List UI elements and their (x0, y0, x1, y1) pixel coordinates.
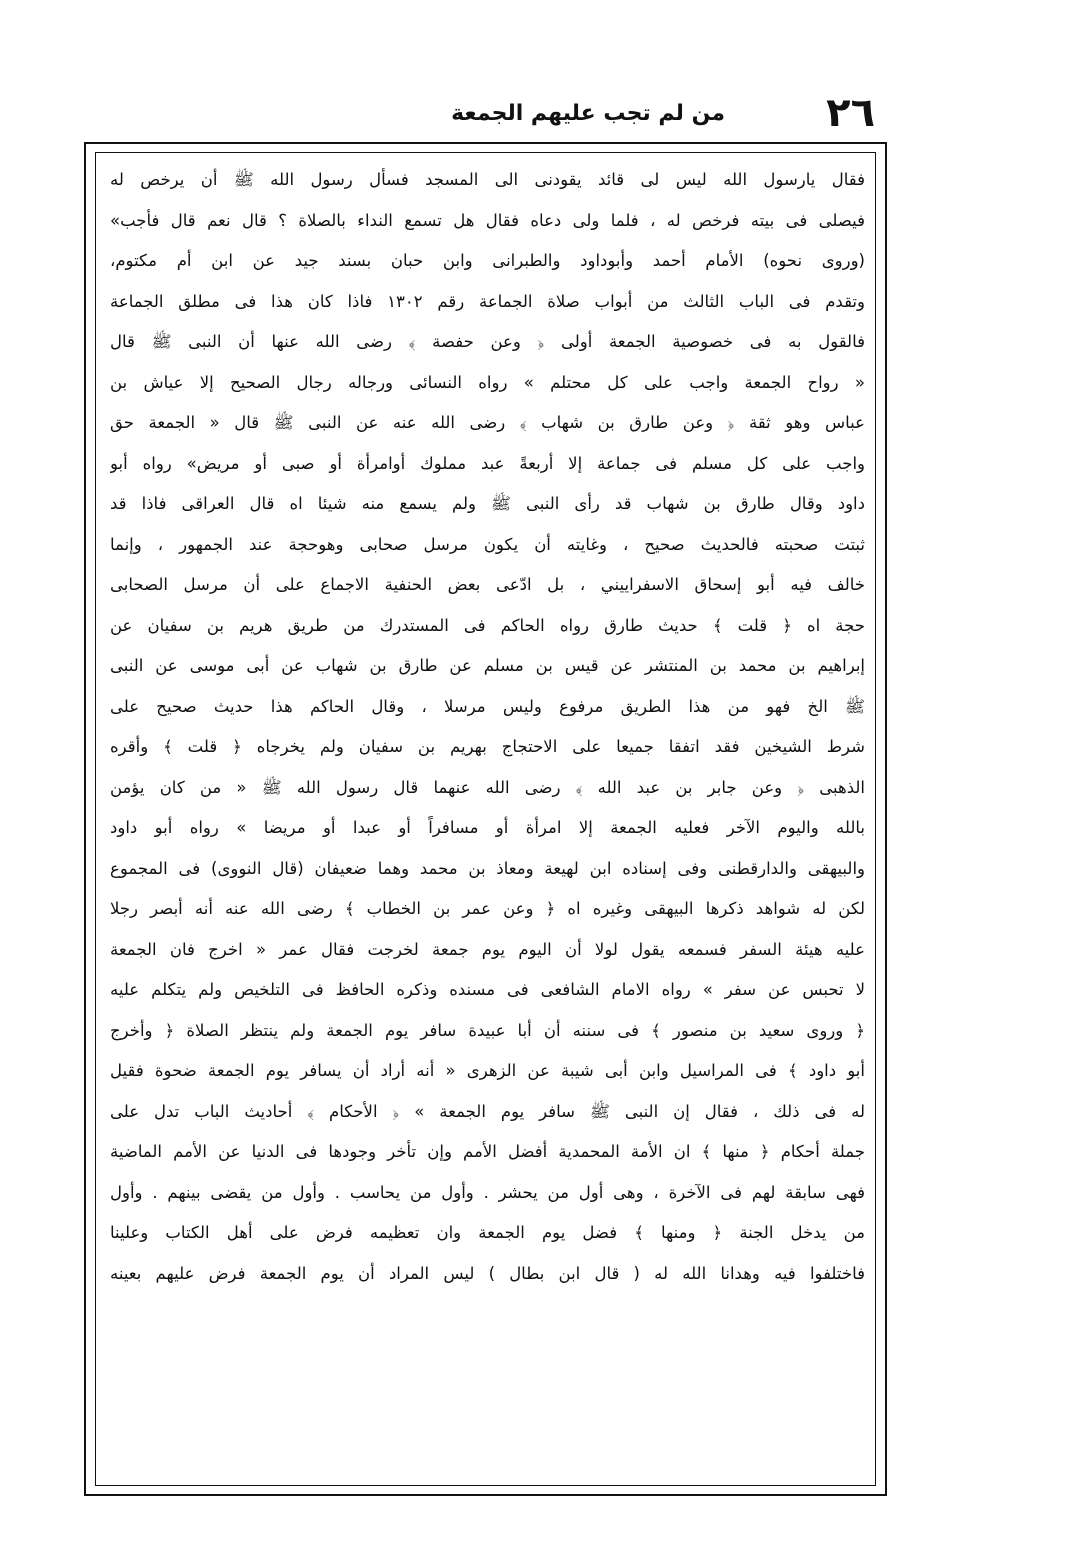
running-title: من لم تجب عليهم الجمعة (451, 101, 725, 126)
text-line: واجب على كل مسلم فى جماعة إلا أربعةً عبد مملوك أوامرأة أو صبى أو مريض» رواه أبو (110, 453, 865, 473)
text-line: ثبتت صحبته فالحديث صحيح ، وغايته أن يكون مرسل صحابى وهوحجة عند الجمهور ، وإنما (110, 534, 865, 554)
text-line: له فى ذلك ، فقال إن النبى ﷺ سافر يوم الجمعة » ﴿ الأحكام ﴾ أحاديث الباب تدل على (110, 1101, 865, 1121)
text-line: خالف فيه أبو إسحاق الاسفراييني ، بل ادّعى بعض الحنفية الاجماع على أن مرسل الصحابى (110, 575, 865, 594)
body-text (110, 160, 865, 1480)
text-line: (وروى نحوه) الأمام أحمد وأبوداود والطبرانى وابن حبان بسند جيد عن ابن أم مكتوم، (110, 251, 865, 270)
text-line: بالله واليوم الآخر فعليه الجمعة إلا امرأة أو مسافراً أو عبدا أو مريضا » رواه أبو داود (110, 818, 865, 837)
text-line: والبيهقى والدارقطنى وفى إسناده ابن لهيعة ومعاذ بن محمد وهما ضعيفان (قال النووى) فى المجموع (110, 858, 865, 878)
text-line: ﷺ الخ فهو من هذا الطريق مرفوع وليس مرسلا ، وقال الحاكم هذا حديث صحيح على (110, 696, 865, 716)
text-line: « رواح الجمعة واجب على كل محتلم » رواه النسائى ورجاله رجال الصحيح إلا عياش بن (110, 372, 865, 392)
text-line: وتقدم فى الباب الثالث من أبواب صلاة الجماعة رقم ١٣٠٢ فاذا كان هذا فى مطلق الجماعة (110, 291, 865, 311)
text-line: داود وقال طارق بن شهاب قد رأى النبى ﷺ ولم يسمع منه شيئا اه قال العراقى فاذا قد (110, 494, 865, 513)
page-header (330, 88, 875, 138)
text-line: لكن له شواهد ذكرها البيهقى وغيره اه ﴿ وعن عمر بن الخطاب ﴾ رضى الله عنه أنه أبصر رجلا (110, 899, 865, 918)
text-line: فقال يارسول الله ليس لى قائد يقودنى الى المسجد فسأل رسول الله ﷺ أن يرخص له (110, 170, 865, 189)
text-line: فالقول به فى خصوصية الجمعة أولى ﴿ وعن حفصة ﴾ رضى الله عنها أن النبى ﷺ قال (110, 332, 865, 351)
text-line: إبراهيم بن محمد بن المنتشر عن قيس بن مسلم عن طارق بن شهاب عن أبى موسى عن النبى (110, 656, 865, 675)
text-line: ﴿ وروى سعيد بن منصور ﴾ فى سننه أن أبا عبيدة سافر يوم الجمعة ولم ينتظر الصلاة ﴿ وأخرج (110, 1020, 865, 1040)
text-line: عليه هيئة السفر فسمعه يقول لولا أن اليوم يوم جمعة لخرجت فقال عمر « اخرج فان الجمعة (110, 939, 865, 959)
text-line: حجة اه ﴿ قلت ﴾ حديث طارق رواه الحاكم فى المستدرك من طريق هريم بن سفيان عن (110, 615, 865, 635)
text-line: من يدخل الجنة ﴿ ومنها ﴾ فضل يوم الجمعة وان تعظيمه فرض على أهل الكتاب وعلينا (110, 1223, 865, 1242)
text-line: لا تحبس عن سفر » رواه الامام الشافعى فى مسنده وذكره الحافظ فى التلخيص ولم يتكلم عليه (110, 980, 865, 999)
text-line: شرط الشيخين فقد اتفقا جميعا على الاحتجاج بهريم بن سفيان ولم يخرجاه ﴿ قلت ﴾ وأقره (110, 737, 865, 756)
text-line: أبو داود ﴾ فى المراسيل وابن أبى شيبة عن الزهرى « أنه أراد أن يسافر يوم الجمعة ضحوة فقيل (110, 1061, 865, 1080)
text-line: عباس وهو ثقة ﴿ وعن طارق بن شهاب ﴾ رضى الله عنه عن النبى ﷺ قال « الجمعة حق (110, 413, 865, 432)
text-line: فهى سابقة لهم فى الآخرة ، وهى أول من يحشر . وأول من يحاسب . وأول من يقضى بينهم . وأول (110, 1182, 865, 1202)
text-line: فاختلفوا فيه وهدانا الله له ( قال ابن بطال ) ليس المراد أن يوم الجمعة فرض عليهم بعينه (110, 1263, 865, 1283)
text-line: الذهبى ﴿ وعن جابر بن عبد الله ﴾ رضى الله عنهما قال رسول الله ﷺ « من كان يؤمن (110, 777, 865, 797)
text-line: جملة أحكام ﴿ منها ﴾ ان الأمة المحمدية أفضل الأمم وإن تأخر وجودها فى الدنيا عن الأمم الماضية (110, 1142, 865, 1161)
text-line: فيصلى فى بيته فرخص له ، فلما ولى دعاه فقال هل تسمع النداء بالصلاة ؟ قال نعم قال فأجب» (110, 210, 865, 230)
page-number: ٢٦ (826, 90, 875, 136)
